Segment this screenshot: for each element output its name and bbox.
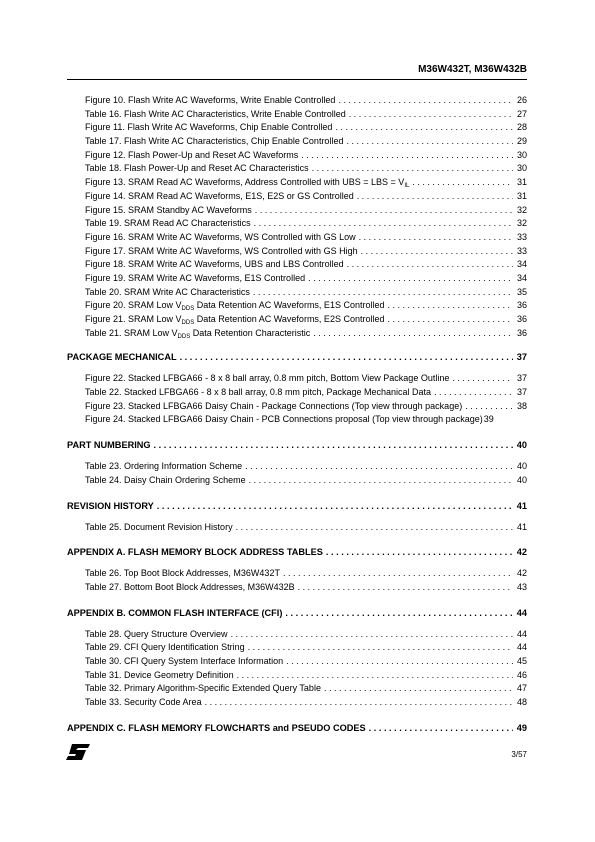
toc-entry[interactable] bbox=[67, 682, 527, 696]
toc-page: 42 bbox=[516, 568, 527, 579]
toc-page: 36 bbox=[516, 300, 527, 311]
toc-entry-text-rest: Data Retention Characteristic bbox=[190, 327, 311, 338]
toc-section-part-numbering[interactable] bbox=[67, 438, 527, 452]
toc-group-part-numbering bbox=[67, 460, 527, 487]
toc-leader bbox=[465, 400, 513, 414]
toc-entry-text-main: Figure 21. SRAM Low V bbox=[85, 314, 182, 324]
toc-entry-text: Table 18. Flash Power-Up and Reset AC Characteristics bbox=[85, 163, 309, 174]
toc-entry-subscript: DDS bbox=[181, 320, 195, 326]
toc-leader bbox=[326, 545, 513, 559]
toc-entry-text: Table 30. CFI Query System Interface Information bbox=[85, 655, 284, 666]
toc-entry-text: Figure 11. Flash Write AC Waveforms, Chip Enable Controlled bbox=[85, 122, 333, 133]
toc-entry-text: Figure 15. SRAM Standby AC Waveforms bbox=[85, 204, 252, 215]
toc-entry-text: Table 25. Document Revision History bbox=[85, 521, 233, 532]
toc-page: 46 bbox=[516, 669, 527, 680]
toc-section-title: APPENDIX C. FLASH MEMORY FLOWCHARTS and PSEUDO CODES bbox=[67, 722, 366, 733]
toc-entry[interactable] bbox=[67, 460, 527, 474]
toc-entry[interactable] bbox=[67, 669, 527, 683]
toc-leader bbox=[205, 696, 513, 710]
toc-entry-text-rest: Data Retention AC Waveforms, E2S Controlled bbox=[194, 314, 385, 324]
toc-group-revision-history bbox=[67, 521, 527, 535]
toc-entry-text: Figure 18. SRAM Write AC Waveforms, UBS and LBS Controlled bbox=[85, 259, 344, 270]
toc-entry-text: Figure 12. Flash Power-Up and Reset AC Waveforms bbox=[85, 149, 299, 160]
toc-leader bbox=[283, 567, 513, 581]
toc-entry[interactable] bbox=[67, 641, 527, 655]
toc-leader bbox=[335, 121, 513, 135]
toc-group-package bbox=[67, 372, 527, 427]
toc-entry-text: Figure 23. Stacked LFBGA66 Daisy Chain - Package Connections (Top view through package) bbox=[85, 400, 463, 411]
toc-entry-text bbox=[85, 299, 384, 313]
toc-page: 40 bbox=[516, 461, 527, 472]
toc-entry-text: Table 26. Top Boot Block Addresses, M36W432T bbox=[85, 568, 280, 579]
toc-leader bbox=[338, 94, 513, 108]
toc-entry-text: Figure 24. Stacked LFBGA66 Daisy Chain - PCB Connections proposal (Top view through package) bbox=[85, 414, 483, 425]
toc-leader bbox=[180, 350, 513, 364]
toc-leader bbox=[286, 655, 513, 669]
st-logo-icon bbox=[66, 744, 90, 760]
toc-entry[interactable] bbox=[67, 313, 527, 327]
toc-section-title: PACKAGE MECHANICAL bbox=[67, 352, 177, 363]
toc-leader bbox=[313, 327, 513, 341]
toc-leader bbox=[312, 162, 513, 176]
toc-leader bbox=[349, 108, 513, 122]
toc-page: 40 bbox=[516, 440, 527, 451]
toc-entry[interactable] bbox=[67, 521, 527, 535]
toc-page: 34 bbox=[516, 259, 527, 270]
toc-section-title: REVISION HISTORY bbox=[67, 500, 154, 511]
toc-group-appendix-a bbox=[67, 567, 527, 594]
toc-entry-text bbox=[85, 176, 409, 190]
toc-entry[interactable] bbox=[67, 231, 527, 245]
toc-entry[interactable] bbox=[67, 581, 527, 595]
toc-entry[interactable] bbox=[67, 696, 527, 710]
toc-leader bbox=[301, 149, 513, 163]
toc-entry[interactable] bbox=[67, 108, 527, 122]
toc-page: 37 bbox=[516, 373, 527, 384]
toc-entry[interactable] bbox=[67, 400, 527, 414]
toc-leader bbox=[254, 217, 513, 231]
toc-leader bbox=[298, 581, 513, 595]
toc-entry-text-main: Figure 13. SRAM Read AC Waveforms, Address Controlled with UBS = LBS = V bbox=[85, 177, 405, 188]
toc-entry-text: Figure 16. SRAM Write AC Waveforms, WS Controlled with GS Low bbox=[85, 231, 356, 242]
toc-entry-text: Table 23. Ordering Information Scheme bbox=[85, 461, 243, 472]
toc-leader bbox=[245, 460, 513, 474]
toc-page: 43 bbox=[516, 581, 527, 592]
toc-leader bbox=[285, 606, 513, 620]
toc-entry[interactable] bbox=[67, 258, 527, 272]
toc-leader bbox=[308, 272, 513, 286]
toc-page: 31 bbox=[516, 190, 527, 201]
toc-page: 32 bbox=[516, 218, 527, 229]
toc-leader bbox=[387, 313, 513, 327]
toc-entry[interactable] bbox=[67, 121, 527, 135]
toc-leader bbox=[231, 628, 513, 642]
toc-leader bbox=[154, 438, 513, 452]
toc-page: 29 bbox=[516, 136, 527, 147]
toc-entry[interactable] bbox=[67, 372, 527, 386]
toc-entry[interactable] bbox=[67, 628, 527, 642]
toc-entry-subscript: IL bbox=[404, 183, 410, 190]
toc-entry[interactable] bbox=[67, 162, 527, 176]
toc-leader bbox=[452, 372, 513, 386]
toc-page: 41 bbox=[516, 500, 527, 511]
toc-page: 33 bbox=[516, 231, 527, 242]
toc-page: 40 bbox=[516, 474, 527, 485]
toc-entry-text: Table 17. Flash Write AC Characteristics, Chip Enable Controlled bbox=[85, 136, 344, 147]
toc-entry-text-main: Figure 20. SRAM Low V bbox=[85, 300, 182, 311]
toc-leader bbox=[347, 258, 513, 272]
toc-entry-text: Table 29. CFI Query Identification String bbox=[85, 642, 245, 653]
toc-leader bbox=[387, 299, 513, 313]
toc-section-package-mechanical[interactable] bbox=[67, 350, 527, 364]
toc-entry[interactable] bbox=[67, 299, 527, 313]
toc-group-appendix-b bbox=[67, 628, 527, 710]
toc-entry[interactable] bbox=[67, 474, 527, 488]
toc-entry-text: Figure 17. SRAM Write AC Waveforms, WS Controlled with GS High bbox=[85, 245, 358, 256]
toc-page: 44 bbox=[516, 628, 527, 639]
toc-entry[interactable] bbox=[67, 217, 527, 231]
toc-page: 31 bbox=[516, 177, 527, 188]
toc-page: 42 bbox=[516, 547, 527, 558]
toc-entry-text-main: Table 21. SRAM Low V bbox=[85, 327, 178, 338]
toc-entry[interactable] bbox=[67, 149, 527, 163]
toc-entry-text: Table 20. SRAM Write AC Characteristics bbox=[85, 286, 250, 297]
toc-entry-text: Table 22. Stacked LFBGA66 - 8 x 8 ball array, 0.8 mm pitch, Package Mechanical Data bbox=[85, 387, 432, 398]
toc-entry[interactable] bbox=[67, 190, 527, 204]
toc-page: 27 bbox=[516, 108, 527, 119]
toc-page: 36 bbox=[516, 327, 527, 338]
toc-page: 34 bbox=[516, 272, 527, 283]
document-title: M36W432T, M36W432B bbox=[418, 64, 527, 75]
toc-leader bbox=[253, 286, 513, 300]
toc-entry[interactable] bbox=[67, 272, 527, 286]
toc-entry[interactable] bbox=[67, 286, 527, 300]
toc-entry-text: Table 27. Bottom Boot Block Addresses, M36W432B bbox=[85, 581, 295, 592]
toc-entry-subscript: DDS bbox=[181, 306, 195, 313]
toc-page: 35 bbox=[516, 286, 527, 297]
toc-page: 48 bbox=[516, 697, 527, 707]
toc-page: 30 bbox=[516, 149, 527, 160]
toc-entry-text: Figure 10. Flash Write AC Waveforms, Write Enable Controlled bbox=[85, 95, 336, 105]
toc-leader bbox=[157, 499, 513, 513]
toc-entry[interactable] bbox=[67, 176, 527, 190]
toc-leader bbox=[412, 176, 513, 190]
toc-section-appendix-c[interactable] bbox=[67, 721, 527, 735]
toc-page: 45 bbox=[516, 655, 527, 666]
toc-entry-text: Table 19. SRAM Read AC Characteristics bbox=[85, 218, 251, 229]
toc-page: 33 bbox=[516, 245, 527, 256]
toc-entry-text: Figure 19. SRAM Write AC Waveforms, E1S Controlled bbox=[85, 272, 306, 283]
toc-entry-text: Figure 14. SRAM Read AC Waveforms, E1S, E2S or GS Controlled bbox=[85, 190, 354, 201]
toc-entry-subscript: DDS bbox=[177, 333, 191, 340]
toc-page: 38 bbox=[516, 400, 527, 411]
toc-page: 41 bbox=[516, 521, 527, 532]
toc-entry[interactable] bbox=[67, 245, 527, 259]
toc-entry-text: Figure 22. Stacked LFBGA66 - 8 x 8 ball array, 0.8 mm pitch, Bottom View Package Outline bbox=[85, 373, 450, 384]
toc-section-title: APPENDIX A. FLASH MEMORY BLOCK ADDRESS TABLES bbox=[67, 547, 323, 558]
toc-leader bbox=[361, 245, 513, 259]
toc-leader bbox=[369, 721, 513, 735]
toc-section-title: PART NUMBERING bbox=[67, 440, 151, 451]
toc-group-figures-tables bbox=[67, 94, 527, 340]
table-of-contents bbox=[67, 94, 527, 743]
toc-leader bbox=[236, 521, 513, 535]
toc-entry-text bbox=[85, 327, 310, 341]
toc-section-title: APPENDIX B. COMMON FLASH INTERFACE (CFI) bbox=[67, 607, 283, 618]
toc-page: 44 bbox=[516, 642, 527, 653]
toc-entry[interactable] bbox=[67, 94, 527, 108]
toc-entry-text: Table 28. Query Structure Overview bbox=[85, 628, 228, 639]
toc-page: 30 bbox=[516, 163, 527, 174]
toc-page: 44 bbox=[516, 607, 527, 618]
toc-entry[interactable] bbox=[67, 567, 527, 581]
toc-leader bbox=[255, 204, 513, 218]
toc-leader bbox=[346, 135, 513, 149]
toc-page: 28 bbox=[516, 122, 527, 133]
header-rule bbox=[67, 79, 527, 80]
toc-entry[interactable] bbox=[67, 413, 527, 427]
toc-entry-text: Table 24. Daisy Chain Ordering Scheme bbox=[85, 474, 246, 485]
toc-page: 47 bbox=[516, 683, 527, 694]
toc-leader bbox=[237, 669, 513, 683]
toc-entry[interactable] bbox=[67, 204, 527, 218]
toc-leader bbox=[249, 474, 513, 488]
toc-leader bbox=[248, 641, 513, 655]
toc-page: 32 bbox=[516, 204, 527, 215]
toc-entry-text: Table 16. Flash Write AC Characteristics, Write Enable Controlled bbox=[85, 108, 346, 119]
toc-entry-text: Table 33. Security Code Area bbox=[85, 697, 202, 707]
toc-page: 39 bbox=[483, 414, 494, 425]
toc-section-appendix-b[interactable] bbox=[67, 606, 527, 620]
toc-entry[interactable] bbox=[67, 655, 527, 669]
toc-page: 37 bbox=[516, 352, 527, 363]
toc-entry[interactable] bbox=[67, 327, 527, 341]
toc-page: 36 bbox=[516, 314, 527, 324]
toc-leader bbox=[324, 682, 513, 696]
toc-leader bbox=[359, 231, 513, 245]
toc-leader bbox=[357, 190, 513, 204]
toc-section-revision-history[interactable] bbox=[67, 499, 527, 513]
toc-page: 37 bbox=[516, 387, 527, 398]
toc-entry-text: Table 31. Device Geometry Definition bbox=[85, 669, 234, 680]
toc-entry-text-rest: Data Retention AC Waveforms, E1S Controlled bbox=[194, 300, 385, 311]
toc-page: 26 bbox=[516, 95, 527, 105]
toc-leader bbox=[434, 386, 513, 400]
toc-entry-text: Table 32. Primary Algorithm-Specific Extended Query Table bbox=[85, 683, 321, 694]
page-number: 3/57 bbox=[511, 750, 527, 759]
toc-section-appendix-a[interactable] bbox=[67, 545, 527, 559]
toc-page: 49 bbox=[516, 722, 527, 733]
toc-entry-text bbox=[85, 313, 384, 327]
toc-entry[interactable] bbox=[67, 135, 527, 149]
toc-entry[interactable] bbox=[67, 386, 527, 400]
